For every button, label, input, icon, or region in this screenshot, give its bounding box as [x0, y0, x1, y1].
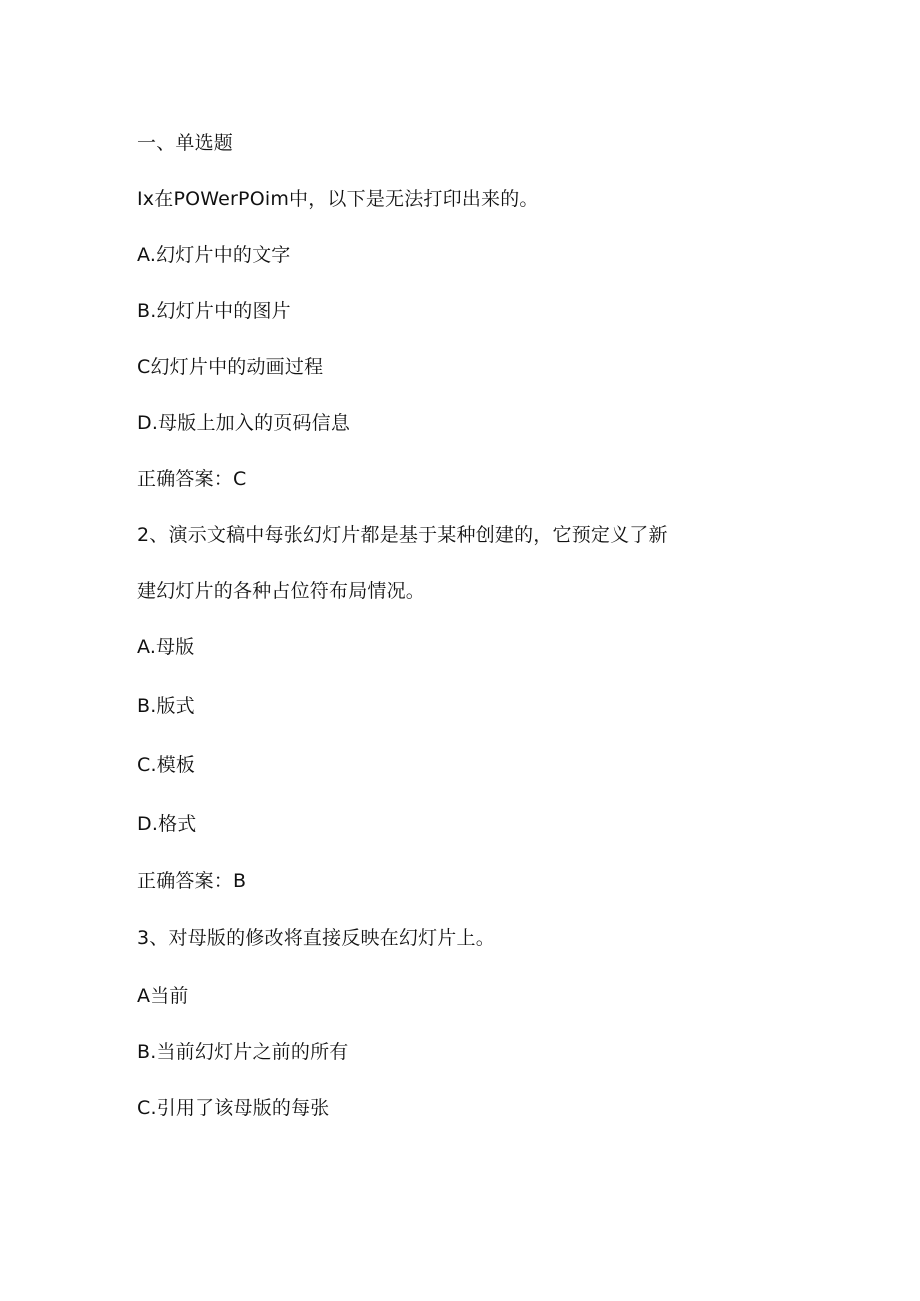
question-1-option-b: B.幻灯片中的图片: [137, 300, 291, 322]
question-2-option-a: A.母版: [137, 636, 195, 658]
question-1-answer: 正确答案：C: [137, 468, 247, 490]
question-2-text-line-2: 建幻灯片的各种占位符布局情况。: [137, 580, 426, 602]
question-3-text: 3、对母版的修改将直接反映在幻灯片上。: [137, 927, 495, 949]
question-2-option-d: D.格式: [137, 813, 197, 835]
question-1-option-c: C幻灯片中的动画过程: [137, 356, 324, 378]
question-3-option-a: A当前: [137, 985, 189, 1007]
question-1-text: Ix在POWerPOim中，以下是无法打印出来的。: [137, 188, 539, 210]
question-1-option-d: D.母版上加入的页码信息: [137, 412, 351, 434]
question-2-option-c: C.模板: [137, 754, 196, 776]
question-2-text-line-1: 2、演示文稿中每张幻灯片都是基于某种创建的，它预定义了新: [137, 524, 668, 546]
question-3-option-c: C.引用了该母版的每张: [137, 1097, 330, 1119]
question-2-answer: 正确答案：B: [137, 870, 247, 892]
question-2-option-b: B.版式: [137, 695, 195, 717]
section-title: 一、单选题: [137, 132, 234, 154]
question-3-option-b: B.当前幻灯片之前的所有: [137, 1041, 349, 1063]
question-1-option-a: A.幻灯片中的文字: [137, 244, 291, 266]
